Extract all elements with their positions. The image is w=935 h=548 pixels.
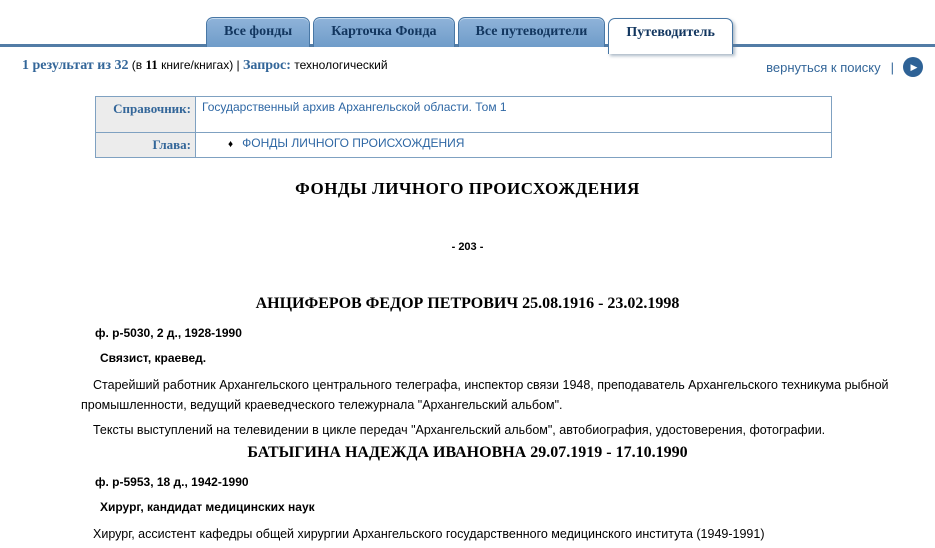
play-icon: ▶	[910, 61, 918, 72]
results-books-prefix: (в	[128, 58, 146, 72]
reference-value-cell	[196, 97, 832, 133]
entry-paragraph: Тексты выступлений на телевидении в цикле передач "Архангельский альбом", автобиография, удостоверения, фотографии.	[93, 423, 826, 437]
profession-line: Хирург, кандидат медицинских наук	[100, 500, 315, 514]
chapter-label: Глава:	[96, 133, 196, 158]
tab-all-guides[interactable]: Все путеводители	[458, 17, 606, 47]
query-label: Запрос:	[243, 58, 291, 73]
entry-heading: БАТЫГИНА НАДЕЖДА ИВАНОВНА 29.07.1919 - 17.10.1990	[247, 444, 688, 461]
table-row	[96, 133, 832, 158]
fond-reference: ф. р-5953, 18 д., 1942-1990	[95, 475, 249, 489]
query-value: технологический	[290, 58, 388, 72]
entry	[0, 444, 935, 544]
document-content	[0, 179, 935, 544]
chapter-value-link[interactable]: ФОНДЫ ЛИЧНОГО ПРОИСХОЖДЕНИЯ	[242, 136, 465, 150]
entry-heading: АНЦИФЕРОВ ФЕДОР ПЕТРОВИЧ 25.08.1916 - 23.02.1998	[255, 295, 680, 312]
results-count: 1 результат из 32	[22, 58, 129, 73]
results-actions	[766, 57, 923, 77]
results-bar	[0, 47, 935, 77]
entry	[0, 295, 935, 440]
fond-reference: ф. р-5030, 2 д., 1928-1990	[95, 326, 242, 340]
tab-bar	[0, 0, 935, 47]
next-result-button[interactable]	[903, 57, 923, 77]
guide-info-table	[95, 96, 832, 158]
tabs-container	[206, 17, 736, 47]
document-title: ФОНДЫ ЛИЧНОГО ПРОИСХОЖДЕНИЯ	[295, 179, 640, 198]
reference-label: Справочник:	[96, 97, 196, 133]
results-summary	[22, 57, 388, 74]
diamond-bullet-icon: ♦	[228, 139, 234, 150]
entry-paragraph: Старейший работник Архангельского центрального телеграфа, инспектор связи 1948, преподаватель Архангельского техникума рыбной промышленности, ведущий краеведческого тележурнала "Архангельский альбом".	[81, 378, 889, 412]
page-number: - 203 -	[451, 241, 484, 253]
entry-paragraph: Хирург, ассистент кафедры общей хирургии Архангельского государственного медицинского института (1949-1991)	[93, 527, 765, 541]
table-row	[96, 97, 832, 133]
tab-fond-card[interactable]: Карточка Фонда	[313, 17, 454, 47]
results-books-count: 11	[145, 57, 158, 72]
tab-guide-active[interactable]: Путеводитель	[608, 18, 733, 54]
reference-value-link[interactable]: Государственный архив Архангельской области. Том 1	[202, 100, 507, 114]
back-to-search-link[interactable]: вернуться к поиску	[766, 59, 881, 75]
results-books-suffix: книге/книгах) |	[157, 58, 243, 72]
tab-all-fonds[interactable]: Все фонды	[206, 17, 310, 47]
separator: |	[890, 59, 894, 75]
profession-line: Связист, краевед.	[100, 351, 207, 365]
chapter-value-cell	[196, 133, 832, 158]
